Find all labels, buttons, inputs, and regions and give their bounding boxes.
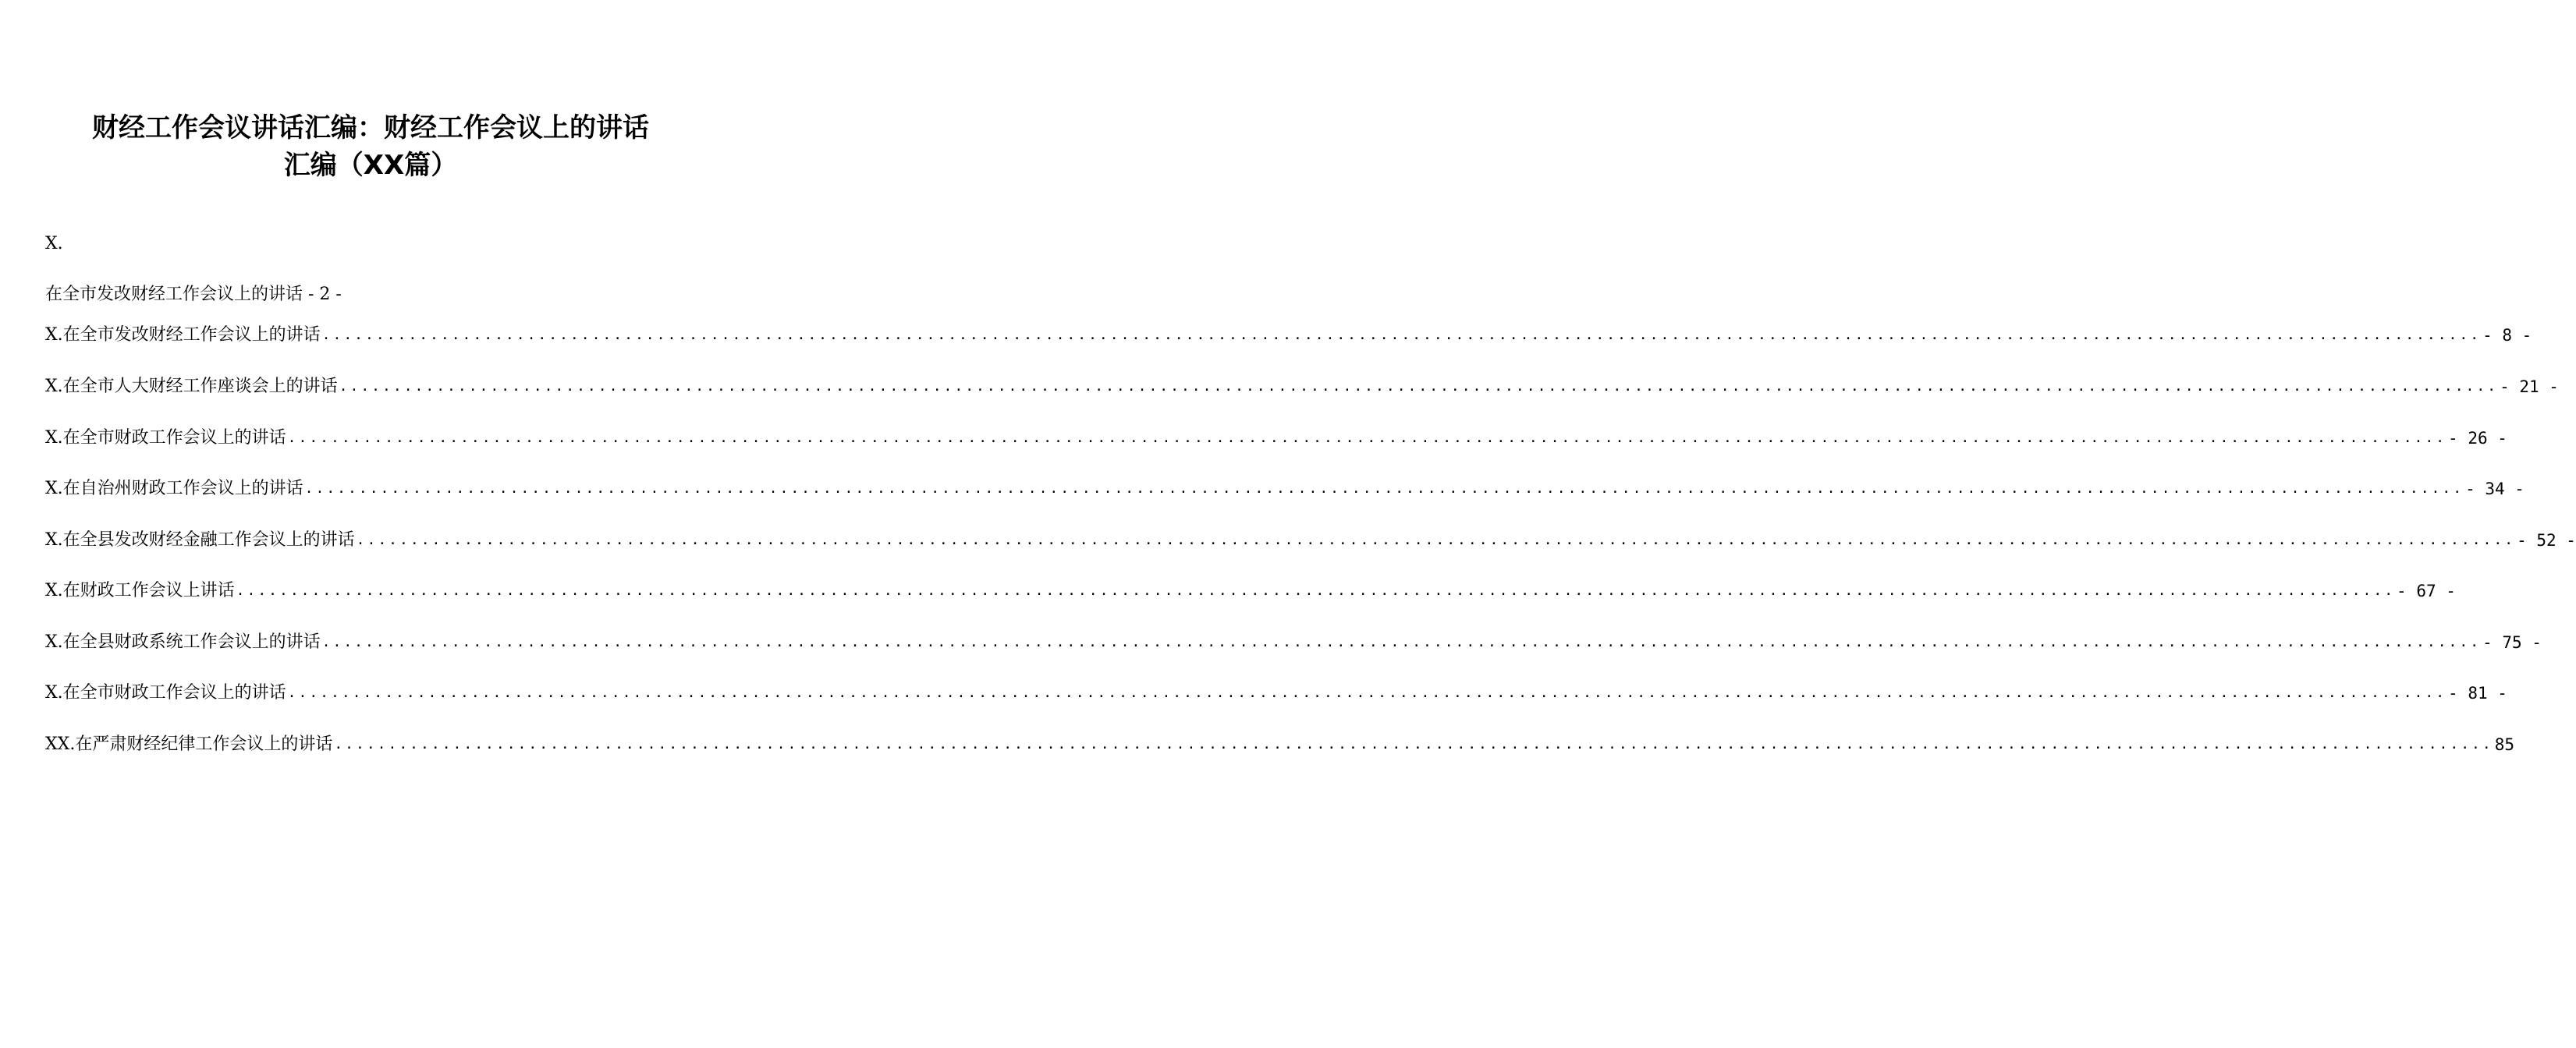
toc-entry[interactable] [45, 578, 2456, 603]
toc-entry-page: - 52 - [2517, 531, 2576, 550]
toc-entry-label: X.在财政工作会议上讲话 [45, 581, 235, 600]
toc-entry-label: XX.在严肃财经纪律工作会议上的讲话 [45, 735, 333, 754]
toc-entry[interactable] [45, 527, 2576, 552]
toc-leader: ........................................................................................................................................................................................................ [356, 532, 2516, 548]
toc-leader: ........................................................................................................................................................................................................ [321, 634, 2482, 650]
toc-entry[interactable] [45, 322, 2532, 347]
toc-entry[interactable] [45, 629, 2542, 654]
toc-leader: ........................................................................................................................................................................................................ [236, 582, 2396, 599]
toc-leader: ........................................................................................................................................................................................................ [321, 327, 2482, 343]
toc-entry[interactable] [45, 731, 2515, 756]
toc-entry-label: X.在全市财政工作会议上的讲话 [45, 428, 286, 448]
toc-entry[interactable] [45, 476, 2525, 501]
preamble-line-2: 在全市发改财经工作会议上的讲话 - 2 - [45, 285, 342, 304]
toc-entry-page: - 67 - [2397, 582, 2456, 600]
toc-entry-label: X.在全市人大财经工作座谈会上的讲话 [45, 377, 338, 396]
toc-leader: ........................................................................................................................................................................................................ [334, 736, 2493, 752]
toc-entry[interactable] [45, 425, 2507, 450]
document-title-line-2: 汇编（XX篇） [283, 150, 458, 181]
document-title-line-1: 财经工作会议讲话汇编：财经工作会议上的讲话 [92, 112, 649, 143]
toc-entry-label: X.在全市发改财经工作会议上的讲话 [45, 325, 321, 345]
toc-entry-page: - 21 - [2500, 377, 2559, 396]
preamble-line-1: X. [45, 234, 63, 253]
toc-entry-page: - 26 - [2448, 429, 2507, 448]
toc-entry-page: - 75 - [2482, 633, 2542, 652]
toc-leader: ........................................................................................................................................................................................................ [287, 685, 2447, 701]
toc-entry[interactable] [45, 374, 2559, 398]
toc-entry[interactable] [45, 680, 2507, 705]
toc-entry-page: - 81 - [2448, 684, 2507, 703]
toc-entry-page: 85 [2494, 735, 2515, 754]
toc-entry-label: X.在全市财政工作会议上的讲话 [45, 683, 286, 703]
toc-entry-page: - 8 - [2482, 326, 2532, 345]
toc-entry-label: X.在全县财政系统工作会议上的讲话 [45, 632, 321, 652]
toc-leader: ........................................................................................................................................................................................................ [304, 480, 2464, 497]
toc-entry-page: - 34 - [2465, 480, 2525, 498]
toc-entry-label: X.在全县发改财经金融工作会议上的讲话 [45, 530, 355, 550]
toc-leader: ........................................................................................................................................................................................................ [287, 430, 2447, 446]
toc-entry-label: X.在自治州财政工作会议上的讲话 [45, 479, 303, 498]
toc-leader: ........................................................................................................................................................................................................ [339, 378, 2499, 395]
